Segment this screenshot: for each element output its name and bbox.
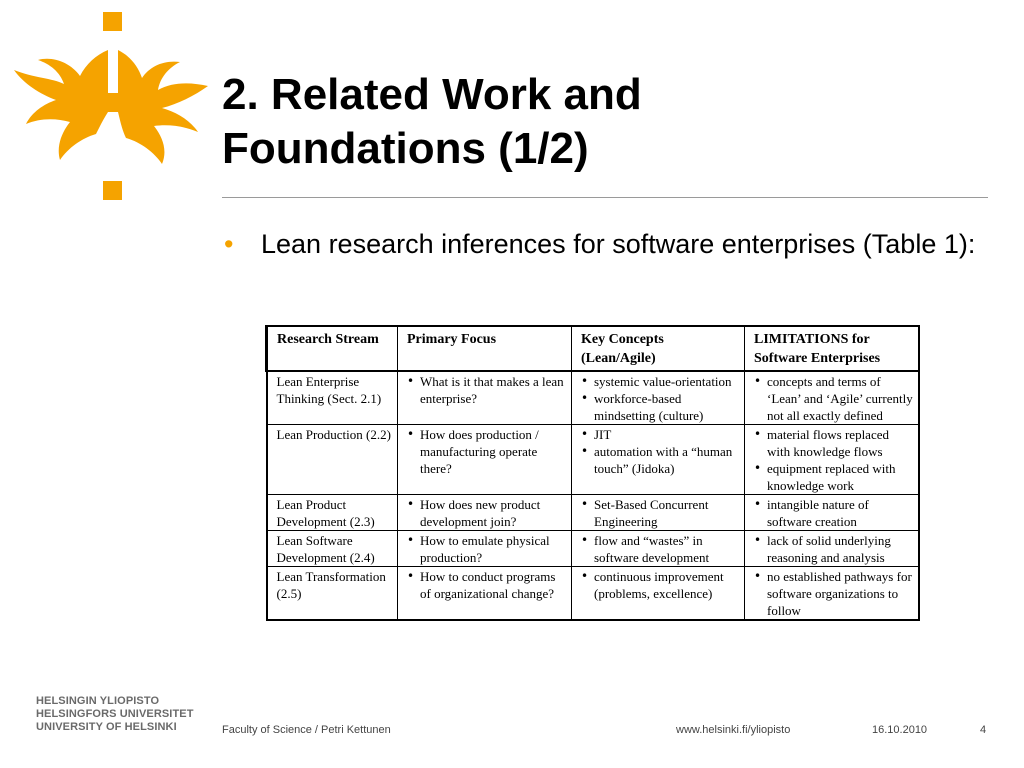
list-item: • What is it that makes a lean enterprise? — [407, 373, 567, 407]
cell-stream: Lean Enterprise Thinking (Sect. 2.1) — [267, 371, 398, 425]
cell-stream: Lean Software Development (2.4) — [267, 531, 398, 567]
cell-concepts — [572, 495, 745, 531]
table-row — [267, 425, 919, 495]
footer-date: 16.10.2010 — [872, 724, 928, 736]
header-primary-focus: Primary Focus — [398, 326, 572, 371]
cell-focus — [398, 531, 572, 567]
page-number: 4 — [980, 724, 987, 736]
list-item: • flow and “wastes” in software development — [581, 532, 740, 566]
cell-focus — [398, 371, 572, 425]
slide-title-line-2: Foundations (1/2) — [222, 124, 589, 173]
cell-limitations — [745, 371, 919, 425]
cell-stream: Lean Product Development (2.3) — [267, 495, 398, 531]
list-item: • automation with a “human touch” (Jidoka) — [581, 443, 740, 477]
cell-focus — [398, 425, 572, 495]
list-item: • How to emulate physical production? — [407, 532, 567, 566]
table-row — [267, 567, 919, 621]
cell-concepts — [572, 567, 745, 621]
bullet-text: Lean research inferences for software enterprises (Table 1): — [261, 229, 976, 259]
cell-stream: Lean Transformation (2.5) — [267, 567, 398, 621]
cell-focus — [398, 495, 572, 531]
university-wordmark — [36, 695, 216, 734]
list-item: • How does new product development join? — [407, 496, 567, 530]
header-research-stream: Research Stream — [267, 326, 398, 371]
wordmark-line-swedish: HELSINGFORS UNIVERSITET — [36, 708, 194, 720]
list-item: • workforce-based mindsetting (culture) — [581, 390, 740, 424]
header-key-concepts: Key Concepts (Lean/Agile) — [572, 326, 745, 371]
cell-concepts — [572, 531, 745, 567]
list-item: • Set-Based Concurrent Engineering — [581, 496, 740, 530]
footer-author: Faculty of Science / Petri Kettunen — [222, 724, 391, 736]
cell-limitations — [745, 567, 919, 621]
cell-concepts — [572, 425, 745, 495]
wordmark-line-english: UNIVERSITY OF HELSINKI — [36, 721, 177, 733]
cell-limitations — [745, 531, 919, 567]
wordmark-line-finnish: HELSINGIN YLIOPISTO — [36, 695, 160, 707]
slide-title — [222, 68, 982, 176]
list-item: • continuous improvement (problems, excellence) — [581, 568, 740, 602]
table-row — [267, 495, 919, 531]
cell-focus — [398, 567, 572, 621]
list-item: • JIT — [581, 426, 740, 443]
slide-title-line-1: 2. Related Work and — [222, 70, 642, 119]
table-row — [267, 371, 919, 425]
list-item: • equipment replaced with knowledge work — [754, 460, 914, 494]
cell-stream: Lean Production (2.2) — [267, 425, 398, 495]
title-divider — [222, 197, 988, 198]
list-item: • How to conduct programs of organizational change? — [407, 568, 567, 602]
footer-url: www.helsinki.fi/yliopisto — [676, 724, 791, 736]
list-item: • no established pathways for software organizations to follow — [754, 568, 914, 619]
list-item: • systemic value-orientation — [581, 373, 740, 390]
lean-research-table — [265, 325, 920, 621]
header-limitations: LIMITATIONS for Software Enterprises — [745, 326, 919, 371]
list-item: • material flows replaced with knowledge flows — [754, 426, 914, 460]
list-item: • lack of solid underlying reasoning and analysis — [754, 532, 914, 566]
table-row — [267, 531, 919, 567]
list-item: • intangible nature of software creation — [754, 496, 914, 530]
cell-limitations — [745, 425, 919, 495]
cell-concepts — [572, 371, 745, 425]
bullet-dot-icon: • — [224, 229, 234, 259]
list-item: • concepts and terms of ‘Lean’ and ‘Agile’ currently not all exactly defined — [754, 373, 914, 424]
cell-limitations — [745, 495, 919, 531]
list-item: • How does production / manufacturing operate there? — [407, 426, 567, 477]
table-header-row — [267, 326, 919, 371]
university-flame-logo — [0, 0, 215, 215]
